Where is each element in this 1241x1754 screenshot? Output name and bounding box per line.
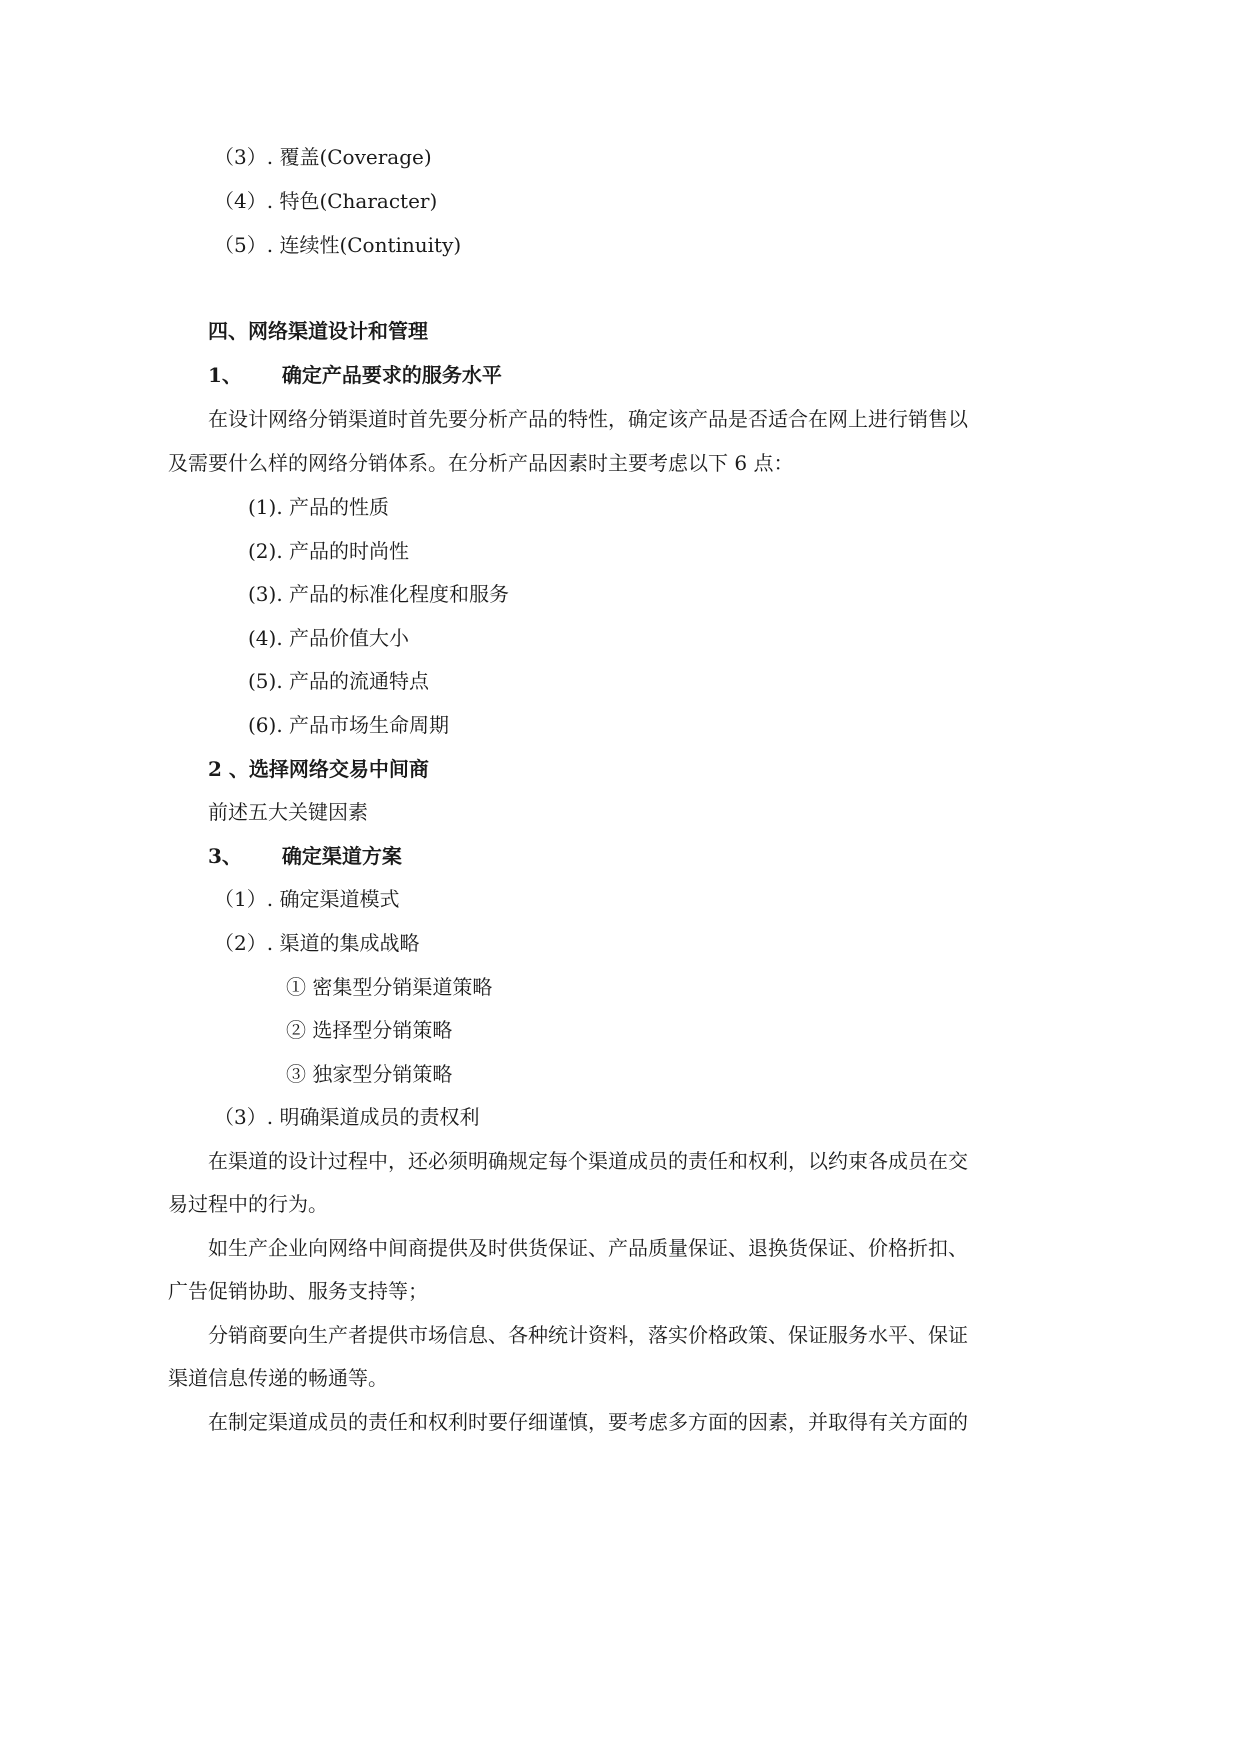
subheading-1-number: 1、 bbox=[208, 363, 242, 387]
factor-item: (4). 产品价值大小 bbox=[248, 626, 410, 650]
factor-item: (3). 产品的标准化程度和服务 bbox=[248, 582, 510, 606]
paragraph-5-line-1: 在制定渠道成员的责任和权利时要仔细谨慎，要考虑多方面的因素，并取得有关方面的 bbox=[208, 1410, 968, 1434]
subheading-1 bbox=[208, 362, 502, 388]
paragraph-3-line-1: 如生产企业向网络中间商提供及时供货保证、产品质量保证、退换货保证、价格折扣、 bbox=[208, 1236, 968, 1260]
plan-item-2: （2）. 渠道的集成战略 bbox=[214, 931, 420, 955]
plan-item-1: （1）. 确定渠道模式 bbox=[214, 887, 400, 911]
strategy-item: ③ 独家型分销策略 bbox=[286, 1062, 453, 1086]
paragraph-2-line-2: 易过程中的行为。 bbox=[168, 1192, 328, 1216]
paragraph-3-line-2: 广告促销协助、服务支持等； bbox=[168, 1279, 428, 1303]
paragraph-4-line-1: 分销商要向生产者提供市场信息、各种统计资料，落实价格政策、保证服务水平、保证 bbox=[208, 1323, 968, 1347]
strategy-item: ① 密集型分销渠道策略 bbox=[286, 975, 493, 999]
subheading-2-text: 前述五大关键因素 bbox=[208, 800, 368, 824]
subheading-3-title: 确定渠道方案 bbox=[281, 844, 402, 868]
plan-item-3: （3）. 明确渠道成员的责权利 bbox=[214, 1105, 480, 1129]
list-item-coverage: （3）. 覆盖(Coverage) bbox=[214, 145, 432, 169]
section-heading: 四、网络渠道设计和管理 bbox=[208, 319, 428, 343]
paragraph-1-line-2: 及需要什么样的网络分销体系。在分析产品因素时主要考虑以下 6 点： bbox=[168, 451, 794, 475]
factor-item: (6). 产品市场生命周期 bbox=[248, 713, 450, 737]
list-item-continuity: （5）. 连续性(Continuity) bbox=[214, 233, 462, 257]
factor-item: (1). 产品的性质 bbox=[248, 495, 390, 519]
paragraph-2-line-1: 在渠道的设计过程中，还必须明确规定每个渠道成员的责任和权利，以约束各成员在交 bbox=[208, 1149, 968, 1173]
factor-item: (5). 产品的流通特点 bbox=[248, 669, 430, 693]
subheading-2: 2 、选择网络交易中间商 bbox=[208, 757, 429, 781]
paragraph-4-line-2: 渠道信息传递的畅通等。 bbox=[168, 1366, 388, 1390]
factor-item: (2). 产品的时尚性 bbox=[248, 539, 410, 563]
list-item-character: （4）. 特色(Character) bbox=[214, 189, 438, 213]
subheading-3 bbox=[208, 843, 402, 869]
subheading-1-title: 确定产品要求的服务水平 bbox=[281, 363, 502, 387]
subheading-3-number: 3、 bbox=[208, 844, 242, 868]
paragraph-1-line-1: 在设计网络分销渠道时首先要分析产品的特性，确定该产品是否适合在网上进行销售以 bbox=[208, 407, 968, 431]
strategy-item: ② 选择型分销策略 bbox=[286, 1018, 453, 1042]
